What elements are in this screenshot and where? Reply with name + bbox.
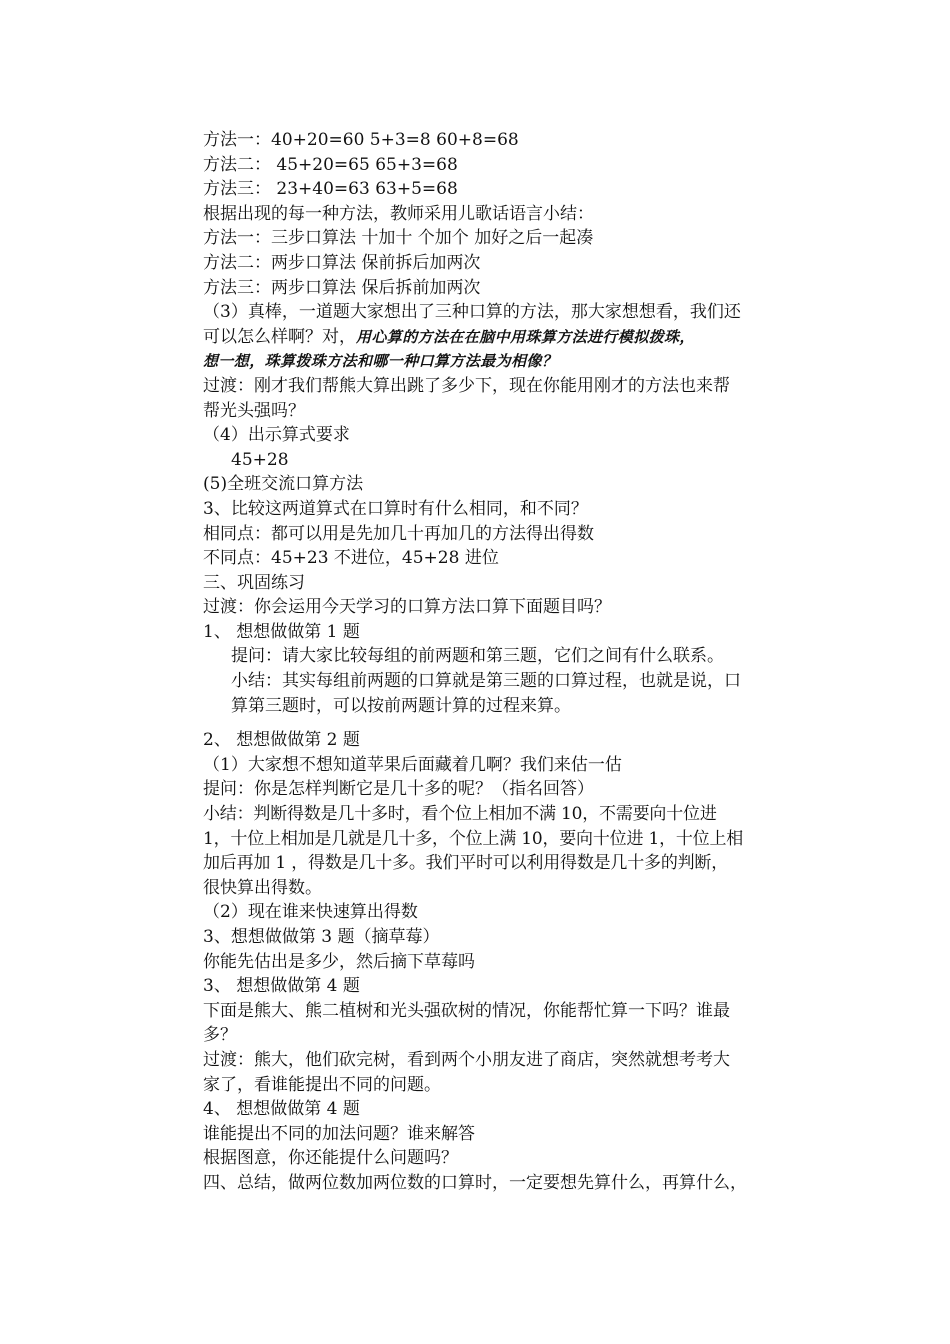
exercise-5-question-2: 根据图意，你还能提什么问题吗？ — [203, 1148, 458, 1169]
exercise-5-question-1: 谁能提出不同的加法问题？谁来解答 — [203, 1123, 475, 1144]
step-3-paragraph-line-2 — [203, 325, 818, 350]
exercise-3-question: 你能先估出是多少，然后摘下草莓吗 — [203, 951, 475, 972]
expression-45-28: 45+28 — [231, 449, 289, 470]
section-3-heading: 三、巩固练习 — [203, 572, 305, 593]
step-3-paragraph-line-1: （3）真棒，一道题大家想出了三种口算的方法，那大家想想看，我们还 — [203, 302, 741, 323]
step-5-heading: (5)全班交流口算方法 — [203, 474, 364, 495]
exercise-1-heading: 1、 想想做做第 1 题 — [203, 621, 360, 642]
exercise-1-summary-line-1: 小结：其实每组前两题的口算就是第三题的口算过程，也就是说，口 — [231, 671, 741, 692]
exercise-2-summary-line-1: 小结：判断得数是几十多时，看个位上相加不满 10，不需要向十位进 — [203, 804, 717, 825]
difference-line: 不同点：45+23 不进位，45+28 进位 — [203, 548, 499, 569]
exercise-4-question-line-1: 下面是熊大、熊二植树和光头强砍树的情况，你能帮忙算一下吗？谁最 — [203, 1000, 730, 1021]
exercise-4-transition-line-2: 家了，看谁能提出不同的问题。 — [203, 1074, 441, 1095]
exercise-1-question: 提问：请大家比较每组的前两题和第三题，它们之间有什么联系。 — [231, 646, 724, 667]
spacer — [203, 718, 818, 728]
exercise-5-heading: 4、 想想做做第 4 题 — [203, 1099, 360, 1120]
exercise-4-heading: 3、 想想做做第 4 题 — [203, 976, 360, 997]
exercise-2-summary-line-4: 很快算出得数。 — [203, 877, 322, 898]
exercise-1-summary-line-2: 算第三题时，可以按前两题计算的过程来算。 — [231, 695, 571, 716]
rhyme-method-one: 方法一：三步口算法 十加十 个加个 加好之后一起凑 — [203, 228, 594, 249]
step-4-heading: （4）出示算式要求 — [203, 425, 350, 446]
practice-transition: 过渡：你会运用今天学习的口算方法口算下面题目吗？ — [203, 597, 611, 618]
step-3-plain-text: 可以怎么样啊？对， — [203, 326, 356, 347]
exercise-4-question-line-2: 多？ — [203, 1025, 237, 1046]
exercise-2-question: 提问：你是怎样判断它是几十多的呢？（指名回答） — [203, 779, 594, 800]
rhyme-method-three: 方法三：两步口算法 保后拆前加两次 — [203, 277, 481, 298]
similarity-line: 相同点：都可以用是先加几十再加几的方法得出得数 — [203, 523, 594, 544]
method-two-line: 方法二： 45+20=65 65+3=68 — [203, 154, 458, 175]
exercise-2-heading: 2、 想想做做第 2 题 — [203, 730, 360, 751]
transition-paragraph-line-1: 过渡：刚才我们帮熊大算出跳了多少下，现在你能用刚才的方法也来帮 — [203, 375, 730, 396]
exercise-2-part-1: （1）大家想不想知道苹果后面藏着几啊？我们来估一估 — [203, 754, 622, 775]
exercise-2-part-2: （2）现在谁来快速算出得数 — [203, 902, 418, 923]
exercise-2-summary-line-2: 1，十位上相加是几就是几十多，个位上满 10，要向十位进 1，十位上相 — [203, 828, 744, 849]
transition-paragraph-line-2: 帮光头强吗？ — [203, 400, 305, 421]
section-4-summary: 四、总结，做两位数加两位数的口算时，一定要想先算什么，再算什么， — [203, 1172, 747, 1193]
step-3-emphasis-text: 用心算的方法在在脑中用珠算方法进行模拟拨珠， — [356, 327, 695, 346]
exercise-4-transition-line-1: 过渡：熊大，他们砍完树，看到两个小朋友进了商店，突然就想考考大 — [203, 1049, 730, 1070]
document-body — [203, 128, 818, 1196]
exercise-2-summary-line-3: 加后再加 1 ，得数是几十多。我们平时可以利用得数是几十多的判断， — [203, 853, 729, 874]
method-one-line: 方法一：40+20=60 5+3=8 60+8=68 — [203, 130, 519, 150]
step-3-emphasis-line-2: 想一想，珠算拨珠方法和哪一种口算方法最为相像？ — [203, 352, 558, 371]
method-three-line: 方法三： 23+40=63 63+5=68 — [203, 179, 458, 200]
rhyme-method-two: 方法二：两步口算法 保前拆后加两次 — [203, 252, 481, 273]
compare-heading: 3、比较这两道算式在口算时有什么相同，和不同？ — [203, 498, 588, 519]
exercise-3-heading: 3、想想做做第 3 题（摘草莓） — [203, 927, 440, 947]
summary-intro: 根据出现的每一种方法，教师采用儿歌话语言小结： — [203, 203, 594, 224]
